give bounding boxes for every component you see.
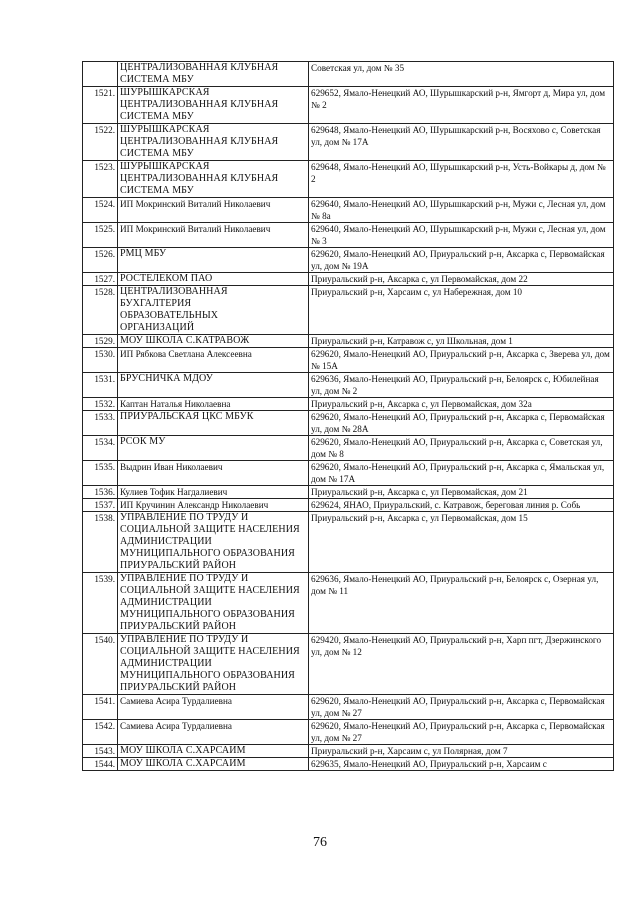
row-number: 1537. [83, 499, 118, 512]
registry-table [82, 61, 614, 771]
table-row [83, 634, 614, 695]
table-row [83, 248, 614, 273]
address: 629640, Ямало-Ненецкий АО, Шурышкарский р-н, Мужи с, Лесная ул, дом № 3 [309, 223, 614, 248]
row-number: 1533. [83, 411, 118, 436]
organization-name: ШУРЫШКАРСКАЯ ЦЕНТРАЛИЗОВАННАЯ КЛУБНАЯ СИСТЕМА МБУ [118, 161, 309, 198]
row-number: 1526. [83, 248, 118, 273]
row-number: 1527. [83, 273, 118, 286]
organization-name: ЦЕНТРАЛИЗОВАННАЯ КЛУБНАЯ СИСТЕМА МБУ [118, 62, 309, 87]
organization-name: Кулиев Тофик Нагдалиевич [118, 486, 309, 499]
address: 629620, Ямало-Ненецкий АО, Приуральский р-н, Аксарка с, Первомайская ул, дом № 19А [309, 248, 614, 273]
table-row [83, 373, 614, 398]
organization-name: Самиева Асира Турдалиевна [118, 720, 309, 745]
address: Приуральский р-н, Харсаим с, ул Полярная, дом 7 [309, 745, 614, 758]
row-number: 1544. [83, 758, 118, 771]
table-row [83, 486, 614, 499]
organization-name: РМЦ МБУ [118, 248, 309, 273]
address: 629636, Ямало-Ненецкий АО, Приуральский р-н, Белоярск с, Юбилейная ул, дом № 2 [309, 373, 614, 398]
organization-name: БРУСНИЧКА МДОУ [118, 373, 309, 398]
row-number: 1524. [83, 198, 118, 223]
table-row [83, 348, 614, 373]
address: 629624, ЯНАО, Приуральский, с. Катравож, береговая линия р. Собь [309, 499, 614, 512]
row-number: 1540. [83, 634, 118, 695]
organization-name: Выдрин Иван Николаевич [118, 461, 309, 486]
organization-name: РОСТЕЛЕКОМ ПАО [118, 273, 309, 286]
table-row [83, 758, 614, 771]
organization-name: МОУ ШКОЛА С.ХАРСАИМ [118, 758, 309, 771]
table-row [83, 286, 614, 335]
address: 629620, Ямало-Ненецкий АО, Приуральский р-н, Аксарка с, Ямальская ул, дом № 17А [309, 461, 614, 486]
table-row [83, 499, 614, 512]
registry-table-body [83, 62, 614, 771]
row-number: 1531. [83, 373, 118, 398]
address: 629635, Ямало-Ненецкий АО, Приуральский р-н, Харсаим с [309, 758, 614, 771]
table-row [83, 436, 614, 461]
address: Советская ул, дом № 35 [309, 62, 614, 87]
table-row [83, 411, 614, 436]
table-row [83, 398, 614, 411]
row-number: 1522. [83, 124, 118, 161]
table-row [83, 198, 614, 223]
address: 629648, Ямало-Ненецкий АО, Шурышкарский р-н, Восяхово с, Советская ул, дом № 17А [309, 124, 614, 161]
address: 629640, Ямало-Ненецкий АО, Шурышкарский р-н, Мужи с, Лесная ул, дом № 8а [309, 198, 614, 223]
organization-name: ЦЕНТРАЛИЗОВАННАЯ БУХГАЛТЕРИЯ ОБРАЗОВАТЕЛЬНЫХ ОРГАНИЗАЦИЙ [118, 286, 309, 335]
row-number: 1535. [83, 461, 118, 486]
organization-name: УПРАВЛЕНИЕ ПО ТРУДУ И СОЦИАЛЬНОЙ ЗАЩИТЕ НАСЕЛЕНИЯ АДМИНИСТРАЦИИ МУНИЦИПАЛЬНОГО ОБРАЗОВАНИЯ ПРИУРАЛЬСКИЙ РАЙОН [118, 634, 309, 695]
organization-name: МОУ ШКОЛА С.КАТРАВОЖ [118, 335, 309, 348]
organization-name: ШУРЫШКАРСКАЯ ЦЕНТРАЛИЗОВАННАЯ КЛУБНАЯ СИСТЕМА МБУ [118, 124, 309, 161]
row-number: 1532. [83, 398, 118, 411]
row-number: 1529. [83, 335, 118, 348]
address: 629620, Ямало-Ненецкий АО, Приуральский р-н, Аксарка с, Советская ул, дом № 8 [309, 436, 614, 461]
address: Приуральский р-н, Харсаим с, ул Набережная, дом 10 [309, 286, 614, 335]
row-number: 1536. [83, 486, 118, 499]
address: 629620, Ямало-Ненецкий АО, Приуральский р-н, Аксарка с, Первомайская ул, дом № 28А [309, 411, 614, 436]
address: Приуральский р-н, Аксарка с, ул Первомайская, дом 15 [309, 512, 614, 573]
address: 629652, Ямало-Ненецкий АО, Шурышкарский р-н, Ямгорт д, Мира ул, дом № 2 [309, 87, 614, 124]
table-row [83, 62, 614, 87]
table-row [83, 461, 614, 486]
address: 629620, Ямало-Ненецкий АО, Приуральский р-н, Аксарка с, Первомайская ул, дом № 27 [309, 720, 614, 745]
address: 629648, Ямало-Ненецкий АО, Шурышкарский р-н, Усть-Войкары д, дом № 2 [309, 161, 614, 198]
table-row [83, 720, 614, 745]
organization-name: ИП Кручинин Александр Николаевич [118, 499, 309, 512]
organization-name: ПРИУРАЛЬСКАЯ ЦКС МБУК [118, 411, 309, 436]
address: 629620, Ямало-Ненецкий АО, Приуральский р-н, Аксарка с, Зверева ул, дом № 15А [309, 348, 614, 373]
table-row [83, 573, 614, 634]
address: 629420, Ямало-Ненецкий АО, Приуральский р-н, Харп пгт, Дзержинского ул, дом № 12 [309, 634, 614, 695]
organization-name: УПРАВЛЕНИЕ ПО ТРУДУ И СОЦИАЛЬНОЙ ЗАЩИТЕ НАСЕЛЕНИЯ АДМИНИСТРАЦИИ МУНИЦИПАЛЬНОГО ОБРАЗОВАНИЯ ПРИУРАЛЬСКИЙ РАЙОН [118, 573, 309, 634]
row-number [83, 62, 118, 87]
row-number: 1539. [83, 573, 118, 634]
organization-name: УПРАВЛЕНИЕ ПО ТРУДУ И СОЦИАЛЬНОЙ ЗАЩИТЕ НАСЕЛЕНИЯ АДМИНИСТРАЦИИ МУНИЦИПАЛЬНОГО ОБРАЗОВАНИЯ ПРИУРАЛЬСКИЙ РАЙОН [118, 512, 309, 573]
row-number: 1543. [83, 745, 118, 758]
row-number: 1525. [83, 223, 118, 248]
row-number: 1521. [83, 87, 118, 124]
organization-name: Самиева Асира Турдалиевна [118, 695, 309, 720]
address: Приуральский р-н, Аксарка с, ул Первомайская, дом 21 [309, 486, 614, 499]
table-row [83, 335, 614, 348]
table-row [83, 695, 614, 720]
row-number: 1538. [83, 512, 118, 573]
organization-name: ИП Мокринский Виталий Николаевич [118, 198, 309, 223]
table-row [83, 223, 614, 248]
address: Приуральский р-н, Аксарка с, ул Первомайская, дом 22 [309, 273, 614, 286]
page-number: 76 [313, 835, 327, 850]
organization-name: ШУРЫШКАРСКАЯ ЦЕНТРАЛИЗОВАННАЯ КЛУБНАЯ СИСТЕМА МБУ [118, 87, 309, 124]
table-row [83, 273, 614, 286]
table-row [83, 87, 614, 124]
address: 629620, Ямало-Ненецкий АО, Приуральский р-н, Аксарка с, Первомайская ул, дом № 27 [309, 695, 614, 720]
address: Приуральский р-н, Катравож с, ул Школьная, дом 1 [309, 335, 614, 348]
organization-name: МОУ ШКОЛА С.ХАРСАИМ [118, 745, 309, 758]
row-number: 1542. [83, 720, 118, 745]
organization-name: ИП Рябкова Светлана Алексеевна [118, 348, 309, 373]
table-row [83, 124, 614, 161]
organization-name: РСОК МУ [118, 436, 309, 461]
address: 629636, Ямало-Ненецкий АО, Приуральский р-н, Белоярск с, Озерная ул, дом № 11 [309, 573, 614, 634]
organization-name: Каптан Наталья Николаевна [118, 398, 309, 411]
row-number: 1523. [83, 161, 118, 198]
row-number: 1541. [83, 695, 118, 720]
row-number: 1534. [83, 436, 118, 461]
row-number: 1528. [83, 286, 118, 335]
organization-name: ИП Мокринский Виталий Николаевич [118, 223, 309, 248]
table-row [83, 161, 614, 198]
address: Приуральский р-н, Аксарка с, ул Первомайская, дом 32а [309, 398, 614, 411]
row-number: 1530. [83, 348, 118, 373]
table-row [83, 745, 614, 758]
table-row [83, 512, 614, 573]
